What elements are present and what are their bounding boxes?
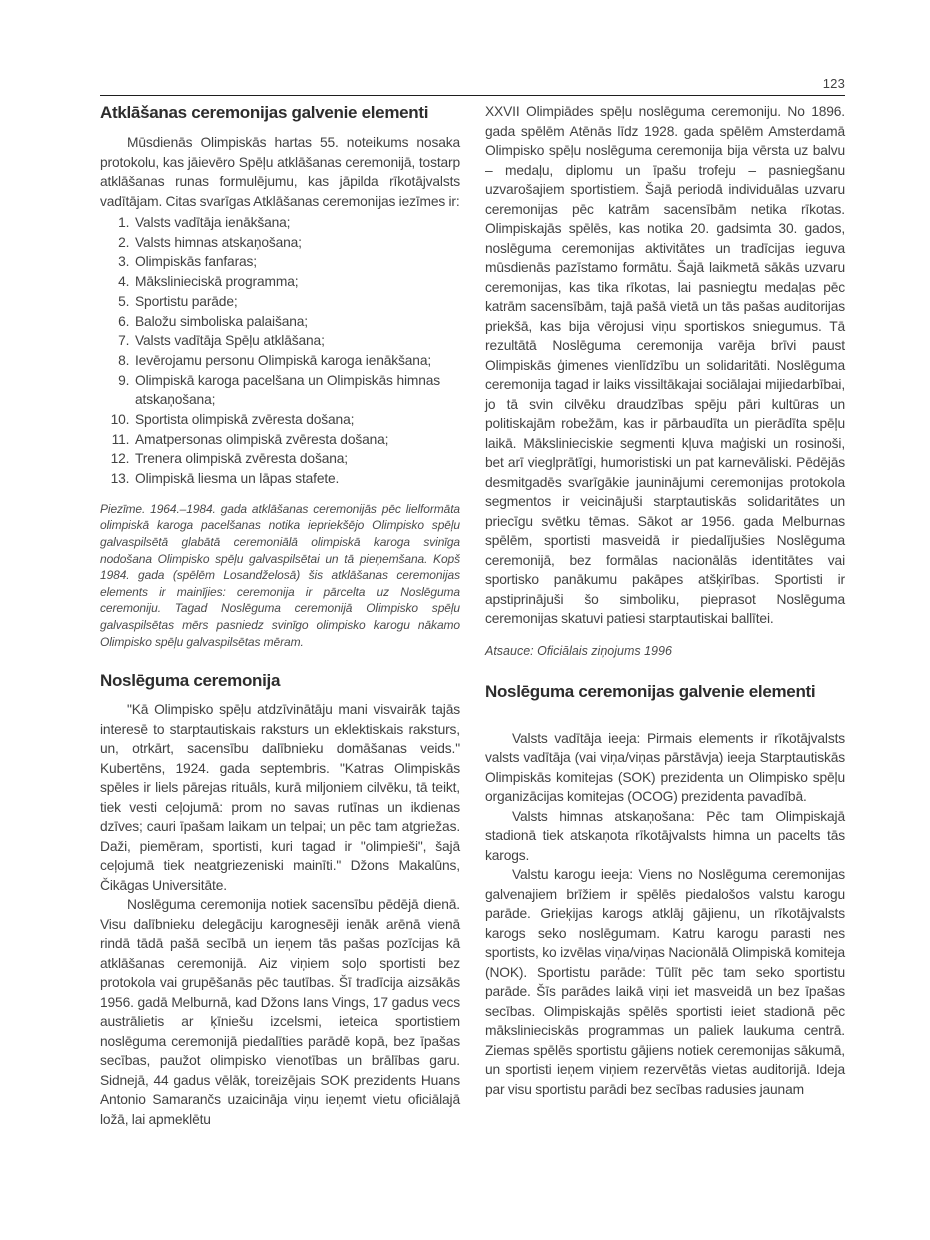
- two-column-layout: [100, 102, 845, 1129]
- list-item: 3. Olimpiskās fanfaras;: [133, 252, 460, 272]
- list-item: 4. Mākslinieciskā programma;: [133, 272, 460, 292]
- opening-ceremony-elements-list: [100, 213, 460, 489]
- list-item: 6. Baložu simboliska palaišana;: [133, 312, 460, 332]
- list-item: 1. Valsts vadītāja ienākšana;: [133, 213, 460, 233]
- section-heading-closing-ceremony: Noslēguma ceremonija: [100, 671, 281, 691]
- page-number: 123: [822, 76, 845, 91]
- source-reference: Atsauce: Oficiālais ziņojums 1996: [485, 643, 672, 658]
- paragraph-opening-intro: Mūsdienās Olimpiskās hartas 55. noteikums nosaka protokolu, kas jāievēro Spēļu atklāšanas ceremonijā, tostarp atklāšanas runas formulējumu, kas jāpilda rīkotājvalsts vadītājam. Citas svarīgas Atklāšanas ceremonijas iezīmes ir:: [100, 135, 460, 209]
- list-item: 7. Valsts vadītāja Spēļu atklāšana;: [133, 331, 460, 351]
- header-rule: [100, 95, 845, 96]
- list-item: 8. Ievērojamu personu Olimpiskā karoga ienākšana;: [133, 351, 460, 371]
- paragraph-flags-entry: Valstu karogu ieeja: Viens no Noslēguma ceremonijas galvenajiem brīžiem ir spēlēs piedalošos valstu karogu parāde. Grieķijas karogs atklāj gājienu, un rīkotājvalsts karogs seko noslēgumam. Katru karogu parasti nes sportists, ko izvēlas viņa/viņas Nacionālā Olimpiskā komiteja (NOK). Sportistu parāde: Tūlīt pēc tam seko sportistu parāde. Šīs parādes laikā viņi iet masveidā un bez īpašas secības. Olimpiskajās spēlēs sportisti ieiet stadionā pēc mākslinieciskās programmas un paliek laukuma centrā. Ziemas spēlēs sportistu gājiens notiek ceremonijas sākumā, un sportisti ieņem viņiem rezervētās vietas auditorijā. Ideja par visu sportistu parādi bez secības radusies jaunam: [485, 867, 845, 1097]
- section-heading-opening-ceremony-elements: Atklāšanas ceremonijas galvenie elementi: [100, 103, 429, 122]
- paragraph-national-anthem: Valsts himnas atskaņošana: Pēc tam Olimpiskajā stadionā tiek atskaņota rīkotājvalsts himna un pacelts tās karogs.: [485, 808, 845, 863]
- right-column: [485, 102, 845, 1129]
- paragraph-closing-quote: "Kā Olimpisko spēļu atdzīvinātāju mani visvairāk tajās interesē to starptautiskais raksturs un eklektiskais raksturs, un, otrkārt, sacensību dalībnieku domāšanas veids." Kubertēns, 1924. gada septembris. "Katras Olimpiskās spēles ir liels pārejas rituāls, kurā miljoniem cilvēku, tā teikt, tiek vesti ceļojumā: prom no savas rutīnas un ikdienas dzīves; cauri īpašam laikam un telpai; un pēc tam atgriežas. Daži, piemēram, sportisti, kuri tagad ir "olimpieši", šajā ceļojumā tiek neatgriezeniski mainīti." Džons Makalūns, Čikāgas Universitāte.: [100, 702, 460, 893]
- paragraph-closing-continuation: XXVII Olimpiādes spēļu noslēguma ceremoniju. No 1896. gada spēlēm Atēnās līdz 1928. gada spēlēm Amsterdamā Olimpisko spēļu noslēguma ceremonija bija vērsta uz balvu – medaļu, diplomu un īpašu trofeju – pasniegšanu uzvarošajiem sportistiem. Šajā periodā individuālas uzvaru ceremonijas pēc katrām sacensībām netika rīkotas. Olimpiskajās spēlēs, kas notika 20. gadsimta 30. gados, noslēguma ceremonijas aktivitātes un tradīcijas ieguva mūsdienās pazīstamo formātu. Šajā laikmetā sākās uzvaru ceremonijas, kas tika rīkotas, lai pasniegtu medaļas pēc katrām sacensībām, tajā pašā vietā un tās pašas auditorijas priekšā, kas bija vērojusi viņu sportiskos sniegumus. Tā rezultātā Noslēguma ceremonija varēja brīvi paust Olimpiskās ģimenes vienlīdzību un solidaritāti. Noslēguma ceremonija tagad ir laiks vissiltākajai sociālajai mijiedarbībai, jo tā svin cilvēku draudzības spēju pāri kultūras un politiskajām robežām, kas ir pārbaudīta un pierādīta spēļu laikā. Mākslinieciskie segmenti kļuva maģiski un rosinoši, bet arī vieglprātīgi, humoristiski un pat karnevāliski. Pēdējās desmitgadēs svarīgākie jauninājumi ceremonijas protokola segmentos ir veicinājuši starptautiskās solidaritātes un priecīgu svētku tēmas. Sākot ar 1956. gada Melburnas spēlēm, sportisti masveidā ir piedalījušies Noslēguma ceremonijā, bez formālas nacionālās identitātes vai sportisko panākumu pakāpes atšķirības. Sportisti ir apstiprinājuši šo simboliku, pieprasot Noslēguma ceremonijas skatuvi patiesi starptautiskai ballītei.: [485, 104, 845, 626]
- footnote-flag-handover: Piezīme. 1964.–1984. gada atklāšanas ceremonijās pēc lielformāta olimpiskā karoga pacelšanas notika iepriekšējo Olimpisko spēļu galvaspilsētā glabātā ceremoniālā olimpiskā karoga svinīga nodošana Olimpisko spēļu galvaspilsētai un tā pieņemšana. Kopš 1984. gada (spēlēm Losandželosā) šis atklāšanas ceremonijas elements ir mainījies: ceremonija ir pārcelta uz Noslēguma ceremoniju. Tagad Noslēguma ceremonijā Olimpisko spēļu galvaspilsētas mērs pasniedz svinīgo olimpisko karogu nākamo Olimpisko spēļu galvaspilsētas mēram.: [100, 501, 460, 649]
- paragraph-head-of-state-entry: Valsts vadītāja ieeja: Pirmais elements ir rīkotājvalsts valsts vadītāja (vai viņa/viņas pārstāvja) ieeja Starptautiskās Olimpiskās komitejas (SOK) prezidenta un Olimpisko spēļu organizācijas komitejas (OCOG) prezidenta pavadībā.: [485, 730, 845, 804]
- list-item: 10. Sportista olimpiskā zvēresta došana;: [133, 410, 460, 430]
- list-item: 13. Olimpiskā liesma un lāpas stafete.: [133, 469, 460, 489]
- paragraph-closing-history: Noslēguma ceremonija notiek sacensību pēdējā dienā. Visu dalībnieku delegāciju karognesēji ienāk arēnā vienā rindā tādā pašā secībā un ieņem tās pašas pozīcijas kā atklāšanas ceremonijā. Aiz viņiem soļo sportisti bez protokola vai grupēšanās pēc tautības. Šī tradīcija aizsākās 1956. gadā Melburnā, kad Džons Ians Vings, 17 gadus vecs austrālietis ar ķīniešu izcelsmi, ieteica sportistiem noslēguma ceremonijā piedalīties parādē kopā, bez īpašas secības, paužot olimpisko vienotības un brālības garu. Sidnejā, 44 gadus vēlāk, toreizējais SOK prezidents Huans Antonio Samarančs uzaicināja viņu ieņemt vietu oficiālajā ložā, lai apmeklētu: [100, 897, 460, 1127]
- list-item: 2. Valsts himnas atskaņošana;: [133, 233, 460, 253]
- list-item: 9. Olimpiskā karoga pacelšana un Olimpiskās himnas atskaņošana;: [133, 371, 460, 410]
- list-item: 5. Sportistu parāde;: [133, 292, 460, 312]
- left-column: [100, 102, 460, 1129]
- list-item: 11. Amatpersonas olimpiskā zvēresta došana;: [133, 430, 460, 450]
- list-item: 12. Trenera olimpiskā zvēresta došana;: [133, 449, 460, 469]
- section-heading-closing-ceremony-elements: Noslēguma ceremonijas galvenie elementi: [485, 681, 816, 701]
